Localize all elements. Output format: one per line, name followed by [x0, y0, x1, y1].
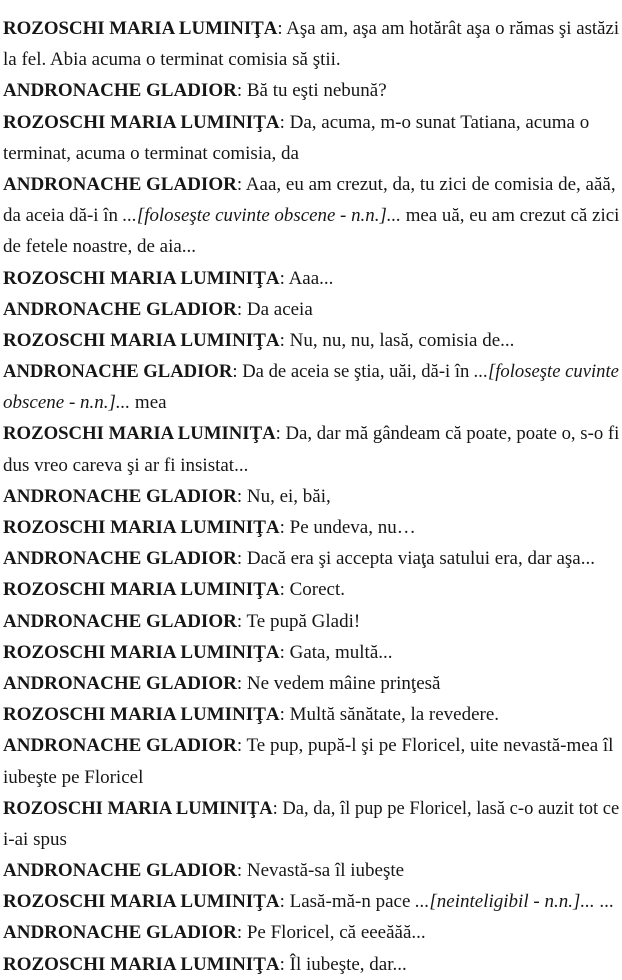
- transcript-line: [3, 606, 619, 637]
- transcript-line: [3, 325, 619, 356]
- dialogue-text: : Multă sănătate, la revedere.: [279, 704, 500, 726]
- editor-note: obscene - n.n.]...: [3, 392, 131, 414]
- dialogue-text: da aceia dă-i în: [3, 205, 123, 227]
- dialogue-text: : Aaa...: [279, 267, 334, 289]
- transcript-line: [3, 699, 619, 730]
- speaker-name: ANDRONACHE GLADIOR: [3, 80, 237, 102]
- transcript-line: [3, 668, 619, 699]
- speaker-name: ROZOSCHI MARIA LUMINIŢA: [3, 423, 276, 445]
- dialogue-text: : Bă tu eşti nebună?: [236, 80, 387, 102]
- transcript-line: [3, 356, 619, 387]
- transcript-line: [3, 75, 619, 106]
- transcript-line: [3, 231, 619, 262]
- transcript-line: [3, 450, 619, 481]
- speaker-name: ROZOSCHI MARIA LUMINIŢA: [3, 953, 280, 975]
- speaker-name: ANDRONACHE GLADIOR: [3, 735, 237, 757]
- speaker-name: ANDRONACHE GLADIOR: [3, 361, 233, 383]
- speaker-name: ROZOSCHI MARIA LUMINIŢA: [3, 517, 280, 538]
- speaker-name: ANDRONACHE GLADIOR: [3, 485, 237, 507]
- speaker-name: ROZOSCHI MARIA LUMINIŢA: [3, 18, 278, 39]
- transcript-line: [3, 169, 619, 200]
- transcript-line: [3, 793, 620, 824]
- dialogue-text: ...: [594, 891, 614, 913]
- transcript-line: [3, 481, 619, 512]
- transcript-line: [3, 855, 619, 886]
- speaker-name: ANDRONACHE GLADIOR: [3, 173, 237, 195]
- dialogue-text: : Ne vedem mâine prinţesă: [236, 672, 441, 694]
- speaker-name: ROZOSCHI MARIA LUMINIŢA: [3, 704, 280, 726]
- speaker-name: ANDRONACHE GLADIOR: [3, 672, 237, 694]
- dialogue-text: : Da de aceia se ştia, uăi, dă-i în: [232, 361, 475, 383]
- dialogue-text: mea uă, eu am crezut că zici: [400, 205, 620, 227]
- speaker-name: ROZOSCHI MARIA LUMINIŢA: [3, 641, 280, 663]
- transcript-line: [3, 917, 619, 948]
- speaker-name: ANDRONACHE GLADIOR: [3, 298, 237, 320]
- dialogue-text: : Gata, multă...: [279, 641, 393, 663]
- dialogue-text: : Da, acuma, m-o sunat Tatiana, acuma o: [279, 111, 590, 133]
- transcript-line: [3, 886, 619, 917]
- dialogue-text: : Dacă era şi accepta viaţa satului era, dar aşa...: [236, 548, 595, 570]
- dialogue-text: : Nu, nu, nu, lasă, comisia de...: [279, 329, 515, 351]
- dialogue-text: la fel. Abia acuma o terminat comisia să ştii.: [3, 49, 341, 71]
- transcript-line: [3, 138, 619, 169]
- dialogue-text: : Nevastă-sa îl iubeşte: [236, 860, 405, 882]
- dialogue-text: : Lasă-mă-n pace: [279, 891, 416, 913]
- dialogue-text: : Pe Floricel, că eeeăăă...: [236, 922, 426, 944]
- dialogue-text: i-ai spus: [3, 828, 67, 850]
- speaker-name: ANDRONACHE GLADIOR: [3, 548, 237, 570]
- transcript-line: [3, 637, 619, 668]
- speaker-name: ANDRONACHE GLADIOR: [3, 610, 237, 632]
- transcript: [3, 13, 619, 980]
- transcript-line: [3, 13, 620, 44]
- dialogue-text: terminat, acuma o terminat comisia, da: [3, 142, 299, 164]
- transcript-line: [3, 107, 619, 138]
- editor-note: ...[foloseşte cuvinte: [474, 361, 619, 383]
- transcript-line: [3, 263, 619, 294]
- dialogue-text: : Nu, ei, băi,: [236, 485, 331, 507]
- transcript-line: [3, 574, 619, 605]
- transcript-line: [3, 200, 620, 231]
- speaker-name: ROZOSCHI MARIA LUMINIŢA: [3, 891, 280, 913]
- dialogue-text: : Aşa am, aşa am hotărât aşa o rămas şi astăzi: [277, 18, 620, 39]
- dialogue-text: : Da, dar mă gândeam că poate, poate o, s-o fi: [275, 423, 620, 445]
- transcript-line: [3, 949, 619, 980]
- dialogue-text: : Aaa, eu am crezut, da, tu zici de comisia de, aăă,: [236, 173, 616, 195]
- speaker-name: ROZOSCHI MARIA LUMINIŢA: [3, 797, 273, 819]
- dialogue-text: : Te pupă Gladi!: [236, 610, 361, 632]
- transcript-line: [3, 294, 619, 325]
- dialogue-text: : Pe undeva, nu…: [279, 517, 416, 538]
- dialogue-text: dus vreo careva şi ar fi insistat...: [3, 454, 249, 476]
- speaker-name: ANDRONACHE GLADIOR: [3, 860, 237, 882]
- speaker-name: ROZOSCHI MARIA LUMINIŢA: [3, 267, 280, 289]
- transcript-line: [3, 824, 619, 855]
- transcript-line: [3, 730, 619, 761]
- speaker-name: ANDRONACHE GLADIOR: [3, 922, 237, 944]
- speaker-name: ROZOSCHI MARIA LUMINIŢA: [3, 329, 280, 351]
- speaker-name: ROZOSCHI MARIA LUMINIŢA: [3, 579, 280, 601]
- dialogue-text: : Da aceia: [236, 298, 313, 320]
- dialogue-text: : Îl iubeşte, dar...: [279, 953, 407, 975]
- transcript-line: [3, 543, 619, 574]
- transcript-line: [3, 387, 619, 418]
- dialogue-text: iubeşte pe Floricel: [3, 766, 144, 788]
- editor-note: ...[foloseşte cuvinte obscene - n.n.]...: [122, 205, 401, 227]
- transcript-line: [3, 762, 619, 793]
- dialogue-text: mea: [130, 392, 167, 414]
- editor-note: ...[neinteligibil - n.n.]...: [415, 891, 595, 913]
- speaker-name: ROZOSCHI MARIA LUMINIŢA: [3, 111, 280, 133]
- dialogue-text: : Corect.: [279, 579, 346, 601]
- transcript-line: [3, 44, 619, 75]
- dialogue-text: : Da, da, îl pup pe Floricel, lasă c-o auzit tot ce: [272, 797, 620, 819]
- transcript-line: [3, 418, 620, 449]
- dialogue-text: de fetele noastre, de aia...: [3, 236, 197, 258]
- dialogue-text: : Te pup, pupă-l şi pe Floricel, uite nevastă-mea îl: [236, 735, 614, 757]
- transcript-line: [3, 512, 619, 543]
